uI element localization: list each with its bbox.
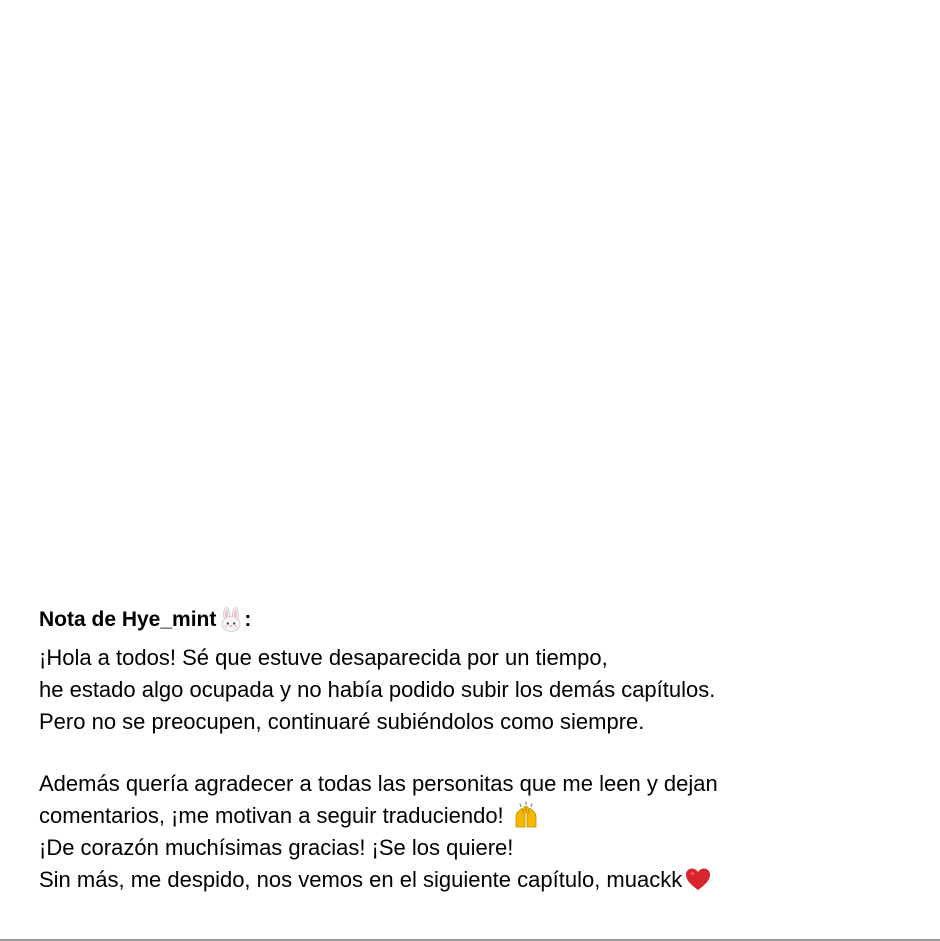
text-line-content: comentarios, ¡me motivan a seguir traduciendo! (39, 803, 504, 828)
text-line: he estado algo ocupada y no había podido subir los demás capítulos. (39, 677, 716, 702)
note-title-text: Nota de Hye_mint (39, 608, 217, 631)
red-heart-icon (684, 865, 712, 893)
author-note (39, 604, 919, 896)
note-title (39, 604, 919, 636)
paragraph-thanks (39, 768, 919, 896)
text-line: Además quería agradecer a todas las personitas que me leen y dejan (39, 771, 718, 796)
note-title-colon: : (244, 608, 252, 631)
rabbit-face-icon (218, 607, 244, 633)
text-line: Pero no se preocupen, continuaré subiéndolos como siempre. (39, 709, 645, 734)
text-line (39, 864, 919, 896)
text-line-content: Sin más, me despido, nos vemos en el siguiente capítulo, muackk (39, 867, 683, 892)
text-line (39, 800, 919, 832)
paragraph-gap (39, 738, 919, 768)
paragraph-greeting (39, 642, 919, 738)
text-line: ¡Hola a todos! Sé que estuve desaparecida por un tiempo, (39, 645, 608, 670)
text-line: ¡De corazón muchísimas gracias! ¡Se los quiere! (39, 835, 514, 860)
raising-hands-icon (512, 801, 540, 829)
